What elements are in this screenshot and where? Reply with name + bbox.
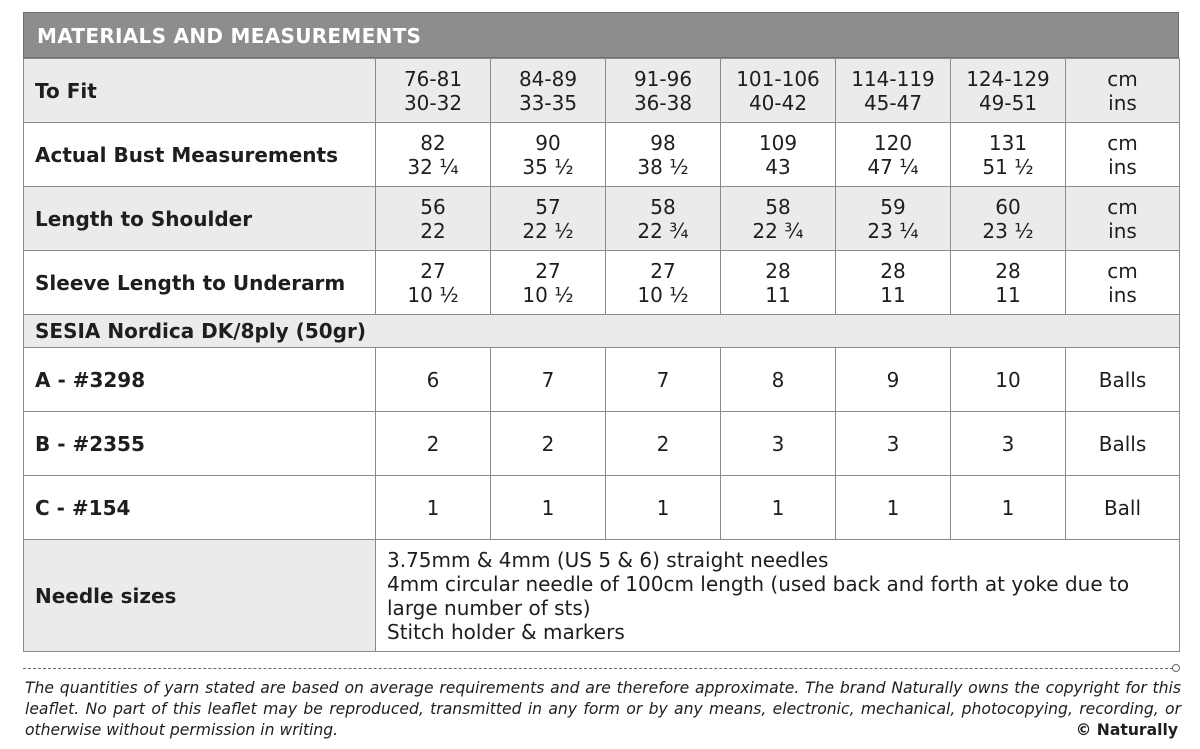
materials-panel — [23, 12, 1179, 652]
quantity-cell: 7 — [491, 348, 606, 412]
row-yarn-section — [24, 315, 1180, 348]
dashed-divider — [23, 668, 1173, 669]
size-cell: 120 47 ¼ — [836, 123, 951, 187]
size-cell: 90 35 ½ — [491, 123, 606, 187]
copyright-mark: © Naturally — [1075, 721, 1178, 739]
row-label: B - #2355 — [24, 412, 376, 476]
unit-cell: cm ins — [1066, 123, 1180, 187]
size-cell: 131 51 ½ — [951, 123, 1066, 187]
size-cell: 109 43 — [721, 123, 836, 187]
size-cell: 124-129 49-51 — [951, 59, 1066, 123]
unit-cell: cm ins — [1066, 187, 1180, 251]
size-cell: 58 22 ¾ — [721, 187, 836, 251]
quantity-cell: 3 — [951, 412, 1066, 476]
quantity-cell: 2 — [376, 412, 491, 476]
size-cell: 56 22 — [376, 187, 491, 251]
quantity-cell: 8 — [721, 348, 836, 412]
divider-end-circle — [1172, 664, 1180, 672]
size-cell: 101-106 40-42 — [721, 59, 836, 123]
size-cell: 57 22 ½ — [491, 187, 606, 251]
size-cell: 84-89 33-35 — [491, 59, 606, 123]
quantity-cell: 1 — [951, 476, 1066, 540]
quantity-cell: 3 — [721, 412, 836, 476]
unit-cell: Balls — [1066, 348, 1180, 412]
row-label: Needle sizes — [24, 540, 376, 652]
needle-list — [376, 540, 1180, 652]
size-cell: 76-81 30-32 — [376, 59, 491, 123]
row-yarn-c — [24, 476, 1180, 540]
size-cell: 91-96 36-38 — [606, 59, 721, 123]
row-label: To Fit — [24, 59, 376, 123]
size-cell: 28 11 — [836, 251, 951, 315]
row-label: Actual Bust Measurements — [24, 123, 376, 187]
quantity-cell: 1 — [491, 476, 606, 540]
yarn-section-title: SESIA Nordica DK/8ply (50gr) — [24, 315, 1180, 348]
row-to-fit — [24, 59, 1180, 123]
quantity-cell: 2 — [606, 412, 721, 476]
row-yarn-b — [24, 412, 1180, 476]
row-yarn-a — [24, 348, 1180, 412]
quantity-cell: 1 — [721, 476, 836, 540]
unit-cell: cm ins — [1066, 59, 1180, 123]
size-cell: 28 11 — [721, 251, 836, 315]
quantity-cell: 3 — [836, 412, 951, 476]
row-needle-sizes — [24, 540, 1180, 652]
row-actual-bust — [24, 123, 1180, 187]
needle-line: 3.75mm & 4mm (US 5 & 6) straight needles — [387, 547, 829, 572]
size-cell: 27 10 ½ — [376, 251, 491, 315]
quantity-cell: 10 — [951, 348, 1066, 412]
size-cell: 60 23 ½ — [951, 187, 1066, 251]
unit-cell: Balls — [1066, 412, 1180, 476]
row-sleeve-length — [24, 251, 1180, 315]
row-label: A - #3298 — [24, 348, 376, 412]
row-label: Sleeve Length to Underarm — [24, 251, 376, 315]
quantity-cell: 2 — [491, 412, 606, 476]
quantity-cell: 1 — [376, 476, 491, 540]
size-cell: 114-119 45-47 — [836, 59, 951, 123]
size-cell: 59 23 ¼ — [836, 187, 951, 251]
row-label: Length to Shoulder — [24, 187, 376, 251]
size-cell: 58 22 ¾ — [606, 187, 721, 251]
quantity-cell: 1 — [606, 476, 721, 540]
size-cell: 98 38 ½ — [606, 123, 721, 187]
measurements-table — [23, 58, 1180, 652]
quantity-cell: 6 — [376, 348, 491, 412]
unit-cell: Ball — [1066, 476, 1180, 540]
unit-cell: cm ins — [1066, 251, 1180, 315]
size-cell: 82 32 ¼ — [376, 123, 491, 187]
needle-line: large number of sts) — [387, 595, 591, 620]
size-cell: 27 10 ½ — [606, 251, 721, 315]
quantity-cell: 9 — [836, 348, 951, 412]
needle-line: Stitch holder & markers — [387, 619, 625, 644]
quantity-cell: 1 — [836, 476, 951, 540]
size-cell: 27 10 ½ — [491, 251, 606, 315]
section-header: MATERIALS AND MEASUREMENTS — [23, 12, 1179, 58]
quantity-cell: 7 — [606, 348, 721, 412]
needle-line: 4mm circular needle of 100cm length (used back and forth at yoke due to — [387, 571, 1130, 596]
size-cell: 28 11 — [951, 251, 1066, 315]
copyright-notice: The quantities of yarn stated are based on average requirements and are therefore approximate. The brand Naturally owns the copyright for this leaflet. No part of this leaflet may be reproduced, transmitted in any form or by any means, electronic, mechanical, photocopying, recording, or otherwise without permission in writing. — [25, 679, 1181, 739]
row-label: C - #154 — [24, 476, 376, 540]
row-length-to-shoulder — [24, 187, 1180, 251]
